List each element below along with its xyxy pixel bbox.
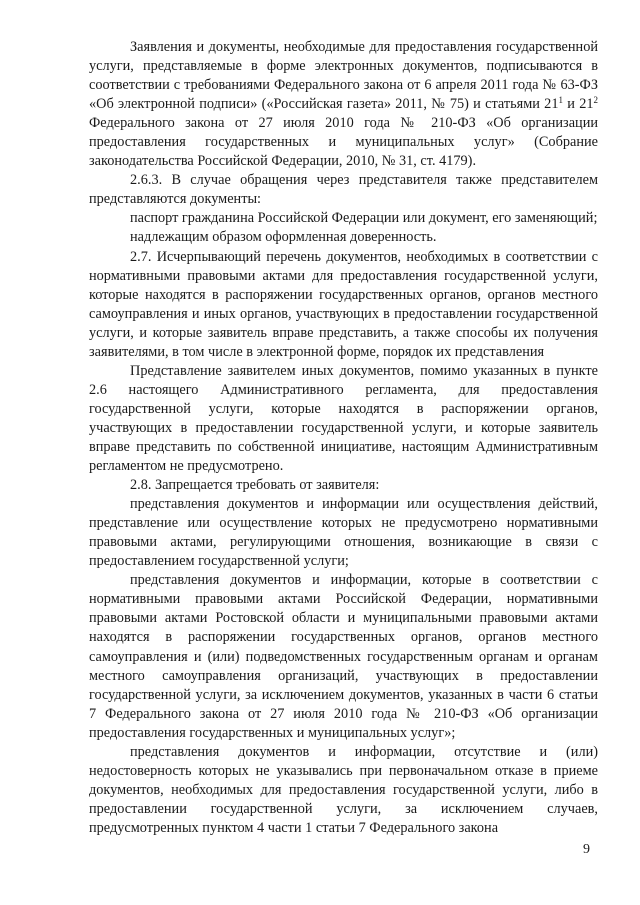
paragraph-prohibition-1: представления документов и информации или осуществления действий, представление или осуществление которых не предусмотрено нормативными правовыми актами, регулирующими отношения, возникающие в связи с предоставлением государственной услуги; [89, 496, 598, 570]
superscript: 1 [558, 95, 563, 106]
paragraph-other-documents: Представление заявителем иных документов, помимо указанных в пункте 2.6 настоящего Административного регламента, для предоставления государственной услуги, которые находятся в распоряжении органов, участвующих в предоставлении государственной услуги, и которые заявитель вправе представить по собственной инициативе, настоящим Административным регламентом не предусмотрено. [89, 362, 598, 475]
paragraph-2-8: 2.8. Запрещается требовать от заявителя: [130, 477, 380, 494]
paragraph-text: Заявления и документы, необходимые для предоставления государственной услуги, представляемые в форме электронных документов, подписываются в соответствии с требованиями Федерального закона от 6 апреля 2011 года № 63-ФЗ «Об электронной подписи» («Российская газета» 2011, № 75) и статьями 21 [89, 39, 598, 113]
superscript: 2 [593, 95, 598, 106]
paragraph-power-of-attorney: надлежащим образом оформленная доверенность. [130, 229, 437, 246]
paragraph-prohibition-3: представления документов и информации, отсутствие и (или) недостоверность которых не указывались при первоначальном отказе в приеме документов, необходимых для предоставления государственной услуги, либо в предоставлении государственной услуги, за исключением случаев, предусмотренных пунктом 4 части 1 статьи 7 Федерального закона [89, 743, 598, 836]
paragraph-prohibition-2: представления документов и информации, которые в соответствии с нормативными правовыми актами Российской Федерации, нормативными правовыми актами Ростовской области и муниципальными правовыми актами находятся в распоряжении государственных органов, органов местного самоуправления и (или) подведомственных государственным органам и органам местного самоуправления организаций, участвующих в предоставлении государственной услуги, за исключением документов, указанных в части 6 статьи 7 Федерального закона от 27 июля 2010 года № 210-ФЗ «Об организации предоставления государственных и муниципальных услуг»; [89, 572, 598, 741]
page-number: 9 [583, 842, 590, 857]
paragraph-text: и 21 [562, 96, 594, 113]
paragraph-2-7: 2.7. Исчерпывающий перечень документов, необходимых в соответствии с нормативными правовыми актами для предоставления государственной услуги, которые находятся в распоряжении государственных органов, органов местного самоуправления и иных органов, участвующих в предоставлении государственной услуги, и которые заявитель вправе представить, а также способы их получения заявителями, в том числе в электронной форме, порядок их представления [89, 248, 598, 360]
paragraph-text: Федерального закона от 27 июля 2010 года № 210-ФЗ «Об организации предоставления государственных и муниципальных услуг» (Собрание законодательства Российской Федерации, 2010, № 31, ст. 4179). [89, 115, 598, 170]
document-body [89, 38, 598, 838]
paragraph-electronic-signature [89, 38, 598, 171]
paragraph-2-6-3: 2.6.3. В случае обращения через представителя также представителем представляются документы: [89, 172, 598, 208]
paragraph-passport: паспорт гражданина Российской Федерации или документ, его заменяющий; [130, 210, 598, 227]
